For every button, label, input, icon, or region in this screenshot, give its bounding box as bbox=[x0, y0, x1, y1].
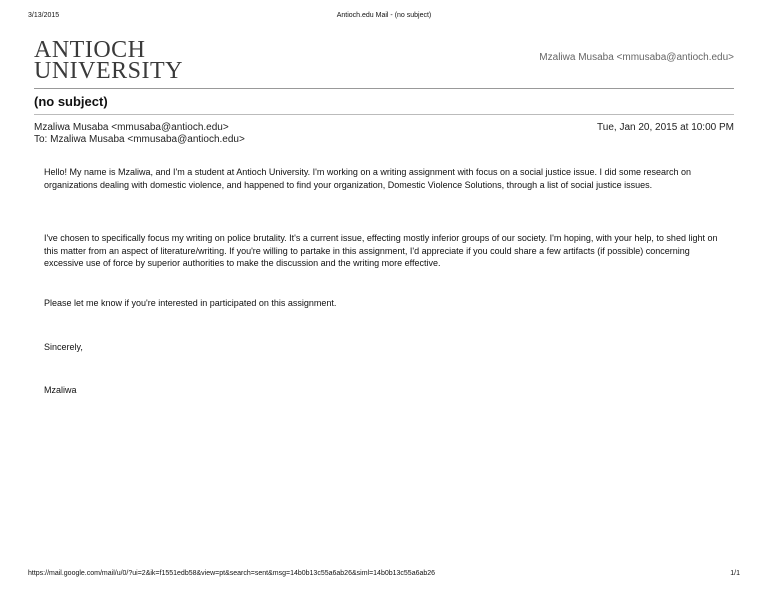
print-date: 3/13/2015 bbox=[28, 12, 60, 19]
sign-off: Sincerely, bbox=[44, 342, 83, 352]
email-from: Mzaliwa Musaba <mmusaba@antioch.edu> bbox=[34, 122, 229, 133]
print-title: Antioch.edu Mail - (no subject) bbox=[336, 12, 432, 19]
print-header bbox=[28, 12, 740, 22]
email-subject: (no subject) bbox=[34, 94, 108, 109]
antioch-university-logo bbox=[34, 37, 183, 84]
signature-name: Mzaliwa bbox=[44, 385, 77, 395]
logo-line-1: ANTIOCH bbox=[34, 37, 146, 63]
email-to: To: Mzaliwa Musaba <mmusaba@antioch.edu> bbox=[34, 134, 245, 145]
logo-line-2: UNIVERSITY bbox=[34, 58, 183, 84]
subject-divider bbox=[34, 114, 734, 115]
body-paragraph: Please let me know if you're interested in participated on this assignment. bbox=[44, 298, 337, 308]
body-paragraph: Hello! My name is Mzaliwa, and I'm a student at Antioch University. I'm working on a writing assignment with focus on a social justice issue. I did some research on organizations dealing with domestic violence, and happened to find your organization, Domestic Violence Solutions, through a list of social justice issues. bbox=[44, 167, 692, 190]
header-divider bbox=[34, 88, 734, 89]
email-date: Tue, Jan 20, 2015 at 10:00 PM bbox=[597, 122, 734, 133]
account-identity: Mzaliwa Musaba <mmusaba@antioch.edu> bbox=[539, 52, 734, 63]
page-number: 1/1 bbox=[730, 570, 740, 577]
body-paragraph: I've chosen to specifically focus my writing on police brutality. It's a current issue, effecting mostly inferior groups of our society. I'm hoping, with your help, to shed light on this matter from an aspect of literature/writing. If you're willing to partake in this assignment, I'd appreciate if you could share a few artifacts (if possible) concerning excessive use of force by superior authorities to make the discussion and the writing more effective. bbox=[44, 233, 718, 268]
print-url: https://mail.google.com/mail/u/0/?ui=2&ik=f1551edb58&view=pt&search=sent&msg=14b0b13c55a6ab26&siml=14b0b13c55a6ab26 bbox=[28, 570, 436, 577]
